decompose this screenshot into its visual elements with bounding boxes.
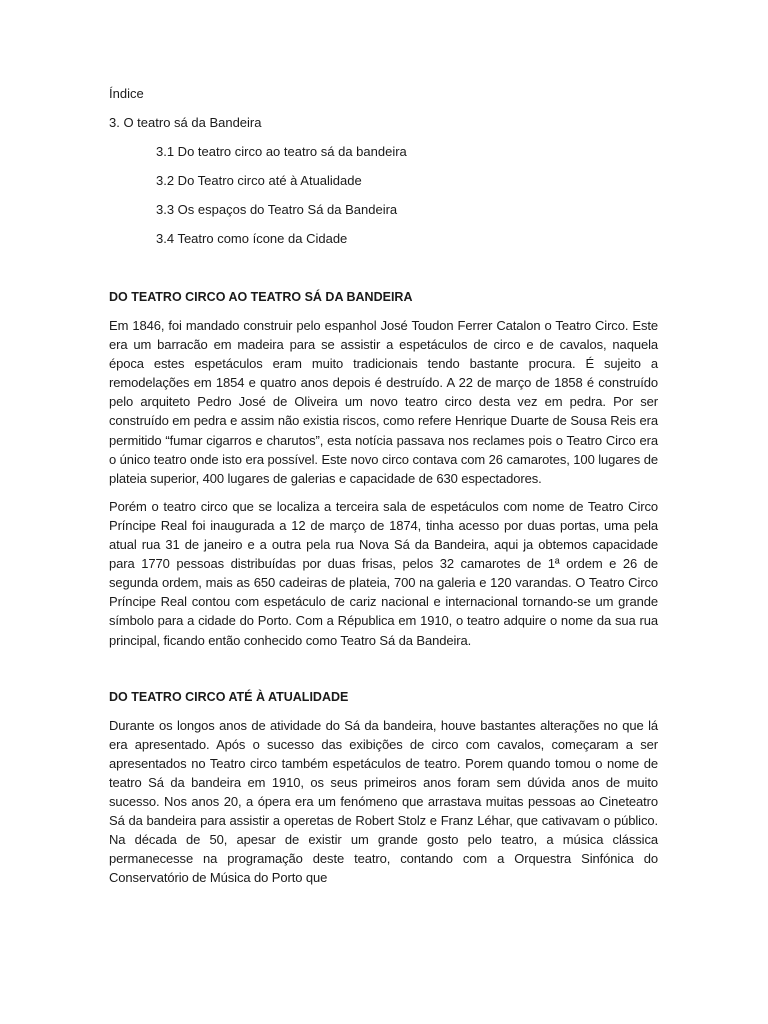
toc-list xyxy=(109,142,658,248)
section-atualidade xyxy=(109,688,658,888)
toc-item: 3.4 Teatro como ícone da Cidade xyxy=(156,231,348,246)
toc-item: 3.3 Os espaços do Teatro Sá da Bandeira xyxy=(156,202,398,217)
toc-item: 3.1 Do teatro circo ao teatro sá da bandeira xyxy=(156,144,407,159)
toc-item: 3.2 Do Teatro circo até à Atualidade xyxy=(156,173,362,188)
document-page xyxy=(109,84,658,896)
body-paragraph: Porém o teatro circo que se localiza a terceira sala de espetáculos com nome de Teatro Circo Príncipe Real foi inaugurada a 12 de março de 1874, tinha acesso por duas portas, uma pela atual rua 31 de janeiro e a outra pela rua Nova Sá da Bandeira, aqui ja obtemos capacidade para 1770 pessoas distribuídas por duas frisas, pelos 32 camarotes de 1ª ordem e 26 de segunda ordem, mais as 650 cadeiras de plateia, 700 na galeria e 120 varandas. O Teatro Circo Príncipe Real contou com espetáculo de cariz nacional e internacional tornando-se um grande símbolo para a cidade do Porto. Com a Républica em 1910, o teatro adquire o nome da sua rua principal, ficando então conhecido como Teatro Sá da Bandeira. xyxy=(109,498,658,648)
toc-title: Índice xyxy=(109,86,144,101)
table-of-contents xyxy=(109,84,658,248)
section-heading: DO TEATRO CIRCO ATÉ À ATUALIDADE xyxy=(109,689,349,704)
toc-chapter: 3. O teatro sá da Bandeira xyxy=(109,115,262,130)
body-paragraph: Durante os longos anos de atividade do Sá da bandeira, houve bastantes alterações no que lá era apresentado. Após o sucesso das exibições de circo com cavalos, começaram a ser apresentados no Teatro circo também espetáculos de teatro. Porem quando tomou o nome de teatro Sá da bandeira em 1910, os seus primeiros anos foram sem dúvida anos de muito sucesso. Nos anos 20, a ópera era um fenómeno que arrastava muitas pessoas ao Cineteatro Sá da bandeira para assistir a operetas de Robert Stolz e Franz Léhar, que cativavam o público. Na década de 50, apesar de existir um grande gosto pelo teatro, a música clássica permanecesse na programação deste teatro, contando com a Orquestra Sinfónica do Conservatório de Música do Porto que xyxy=(109,717,658,886)
section-teatro-circo xyxy=(109,288,658,650)
section-heading: DO TEATRO CIRCO AO TEATRO SÁ DA BANDEIRA xyxy=(109,290,413,304)
body-paragraph: Em 1846, foi mandado construir pelo espanhol José Toudon Ferrer Catalon o Teatro Circo. Este era um barracão em madeira para se assistir a espetáculos de circo e de cavalos, naquela época estes espetáculos eram muito tradicionais tendo bastante procura. É sujeito a remodelações em 1854 e quatro anos depois é destruído. A 22 de março de 1858 é construído pelo arquiteto Pedro José de Oliveira um novo teatro circo desta vez em pedra. Por ser construído em pedra e assim não existia riscos, como refere Henrique Duarte de Sousa Reis era permitido “fumar cigarros e charutos”, esta notícia passava nos reclames pois o Teatro Circo era o único teatro onde isto era possível. Este novo circo contava com 26 camarotes, 100 lugares de plateia superior, 400 lugares de galerias e capacidade de 630 espectadores. xyxy=(109,318,658,486)
